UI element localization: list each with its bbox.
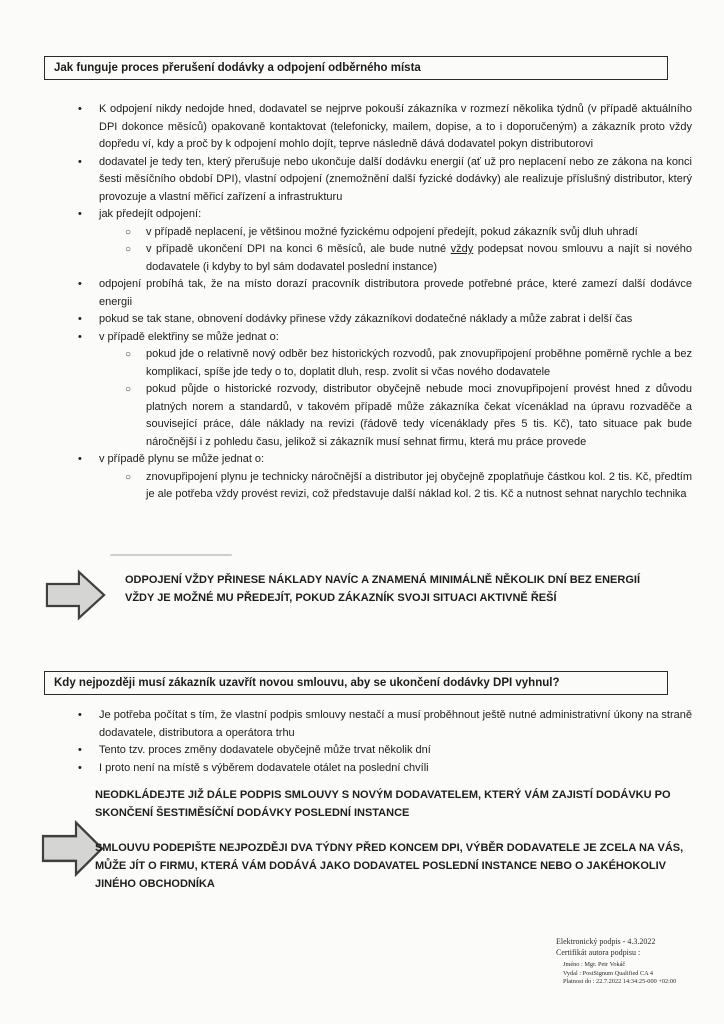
list-item-text: K odpojení nikdy nedojde hned, dodavatel se nejprve pokouší zákazníka v rozmezí několika týdnů (v případě aktuálního DPI dokonce měsíců) opakovaně kontaktovat (telefonicky, mailem, dopise, a to i doporučeným) a zákazník proto vždy dopředu ví, kdy a proč by k odpojení mohlo dojít, teprve následně dává dodavatel pokyn distributorovi <box>99 103 692 150</box>
section2-paragraph2: SMLOUVU PODEPIŠTE NEJPOZDĚJI DVA TÝDNY PŘED KONCEM DPI, VÝBĚR DODAVATELE JE ZCELA NA VÁS, MŮŽE JÍT O FIRMU, KTERÁ VÁM DODÁVÁ JAKO DODAVATEL POSLEDNÍ INSTANCE NEBO O JAKÉHOKOLIV JINÉHO OBCHODNÍKA <box>95 842 684 890</box>
list-item-text: I proto není na místě s výběrem dodavatele otálet na poslední chvíli <box>99 761 429 774</box>
list-item-text: Je potřeba počítat s tím, že vlastní podpis smlouvy nestačí a musí proběhnout ještě nutné administrativní úkony na straně dodavatele, distributora a operátora trhu <box>99 709 692 739</box>
list-item <box>78 329 692 347</box>
section1-title: Jak funguje proces přerušení dodávky a odpojení odběrného místa <box>54 62 421 74</box>
bullet-circle-icon: ○ <box>125 384 132 395</box>
list-item <box>78 381 692 451</box>
bullet-disc-icon: • <box>78 278 82 290</box>
list-item-text: v případě plynu se může jednat o: <box>99 453 265 465</box>
bullet-circle-icon: ○ <box>125 471 132 483</box>
bullet-disc-icon: • <box>78 103 82 115</box>
list-item <box>78 276 692 311</box>
signature-date: Elektronický podpis - 4.3.2022 <box>556 937 656 946</box>
section2-paragraph1: NEODKLÁDEJTE JIŽ DÁLE PODPIS SMLOUVY S NOVÝM DODAVATELEM, KTERÝ VÁM ZAJISTÍ DODÁVKU PO SKONČENÍ ŠESTIMĚSÍČNÍ DODÁVKY POSLEDNÍ INSTANCE <box>95 789 671 819</box>
bullet-circle-icon: ○ <box>125 349 132 360</box>
bullet-circle-icon: ○ <box>125 244 132 255</box>
signature-validity: Platnost do : 22.7.2022 14:34:25-000 +02:00 <box>563 978 677 986</box>
list-item <box>78 206 692 224</box>
section1-bullet-list <box>78 101 692 504</box>
list-item-text: znovupřipojení plynu je technicky náročnější a distributor jej obyčejně zpoplatňuje částkou kol. 2 tis. Kč, předtím je ale potřeba vždy provést revizi, což představuje další náklad kol. 2 tis. Kč a nutnost sehnat narychlo technika <box>146 470 692 500</box>
list-item-text: v případě neplacení, je většinou možné fyzickému odpojení předejít, pokud zákazník svůj dluh uhradí <box>146 225 638 238</box>
list-item-text: pokud půjde o historické rozvody, distributor obyčejně nebude moci znovupřipojení provést hned z důvodu platných norem a standardů, v takovém případě může zákazníka čekat vícenáklad na úpravu rozvaděče a související práce, dále náklady na revizi (řádově tedy vícenáklady přes 5 tis. Kč), tato situace pak bude náročnější i z pohledu času, jelikož si zákazník musí sehnat firmu, která mu práce provede <box>146 383 692 448</box>
signature-issuer: Vydal : PostSignum Qualified CA 4 <box>563 969 654 977</box>
list-item <box>78 154 692 207</box>
signature-stamp <box>556 936 720 987</box>
list-item <box>78 707 692 742</box>
bullet-disc-icon: • <box>78 208 82 220</box>
bullet-disc-icon: • <box>78 761 82 774</box>
bullet-circle-icon: ○ <box>125 226 132 238</box>
list-item <box>78 451 692 469</box>
section2-title: Kdy nejpozději musí zákazník uzavřít novou smlouvu, aby se ukončení dodávky DPI vyhnul? <box>54 677 560 689</box>
list-item <box>78 224 692 242</box>
list-item-text: odpojení probíhá tak, že na místo dorazí pracovník distributora provede potřebné práce, které zamezí další dodávce energii <box>99 278 692 308</box>
scan-artifact-line <box>110 554 232 556</box>
section1-title-box <box>44 56 668 80</box>
list-item-text: pokud se tak stane, obnovení dodávky přinese vždy zákazníkovi dodatečné náklady a může zabrat i delší čas <box>99 313 633 325</box>
callout-line: VŽDY JE MOŽNÉ MU PŘEDEJÍT, POKUD ZÁKAZNÍK SVOJI SITUACI AKTIVNĚ ŘEŠÍ <box>125 592 557 604</box>
list-item-text: Tento tzv. proces změny dodavatele obyčejně může trvat několik dní <box>99 744 431 756</box>
list-item <box>78 311 692 329</box>
list-item <box>78 760 692 778</box>
section2-title-box <box>44 671 668 695</box>
bullet-disc-icon: • <box>78 155 82 168</box>
list-item-text: v případě elektřiny se může jednat o: <box>99 330 279 343</box>
list-item-text: dodavatel je tedy ten, který přerušuje nebo ukončuje další dodávku energií (ať už pro neplacení nebo ze zákona na konci šesti měsíčního období DPI), vlastní odpojení (znemožnění další fyzické dodávky) ale realizuje příslušný distributor, který provozuje a vlastní měřicí zařízení a infrastrukturu <box>99 155 692 203</box>
signature-cert-label: Certifikát autora podpisu : <box>556 948 641 957</box>
section1-callout <box>125 571 681 607</box>
signature-name: Jméno : Mgr. Petr Vokáč <box>563 961 626 968</box>
list-item-text: pokud jde o relativně nový odběr bez historických rozvodů, pak znovupřipojení proběhne poměrně rychle a bez komplikací, spíše jde tedy o to, doplatit dluh, resp. zvolit si včas nového dodavatele <box>146 348 692 378</box>
bullet-disc-icon: • <box>78 744 82 756</box>
section2-bullet-list <box>78 707 692 777</box>
list-item <box>78 469 692 504</box>
bullet-disc-icon: • <box>78 330 82 343</box>
callout-line: ODPOJENÍ VŽDY PŘINESE NÁKLADY NAVÍC A ZNAMENÁ MINIMÁLNĚ NĚKOLIK DNÍ BEZ ENERGIÍ <box>125 574 641 586</box>
bullet-disc-icon: • <box>78 709 82 721</box>
list-item-text: v případě ukončení DPI na konci 6 měsíců, ale bude nutné vždy podepsat novou smlouvu a najít si nového dodavatele (i kdyby to byl sám dodavatel poslední instance) <box>146 243 692 273</box>
list-item-text: jak předejít odpojení: <box>99 208 202 220</box>
list-item <box>78 742 692 760</box>
bullet-disc-icon: • <box>78 453 82 465</box>
list-item <box>78 241 692 276</box>
right-arrow-icon <box>45 567 107 623</box>
list-item <box>78 346 692 381</box>
list-item <box>78 101 692 154</box>
bullet-disc-icon: • <box>78 313 82 325</box>
